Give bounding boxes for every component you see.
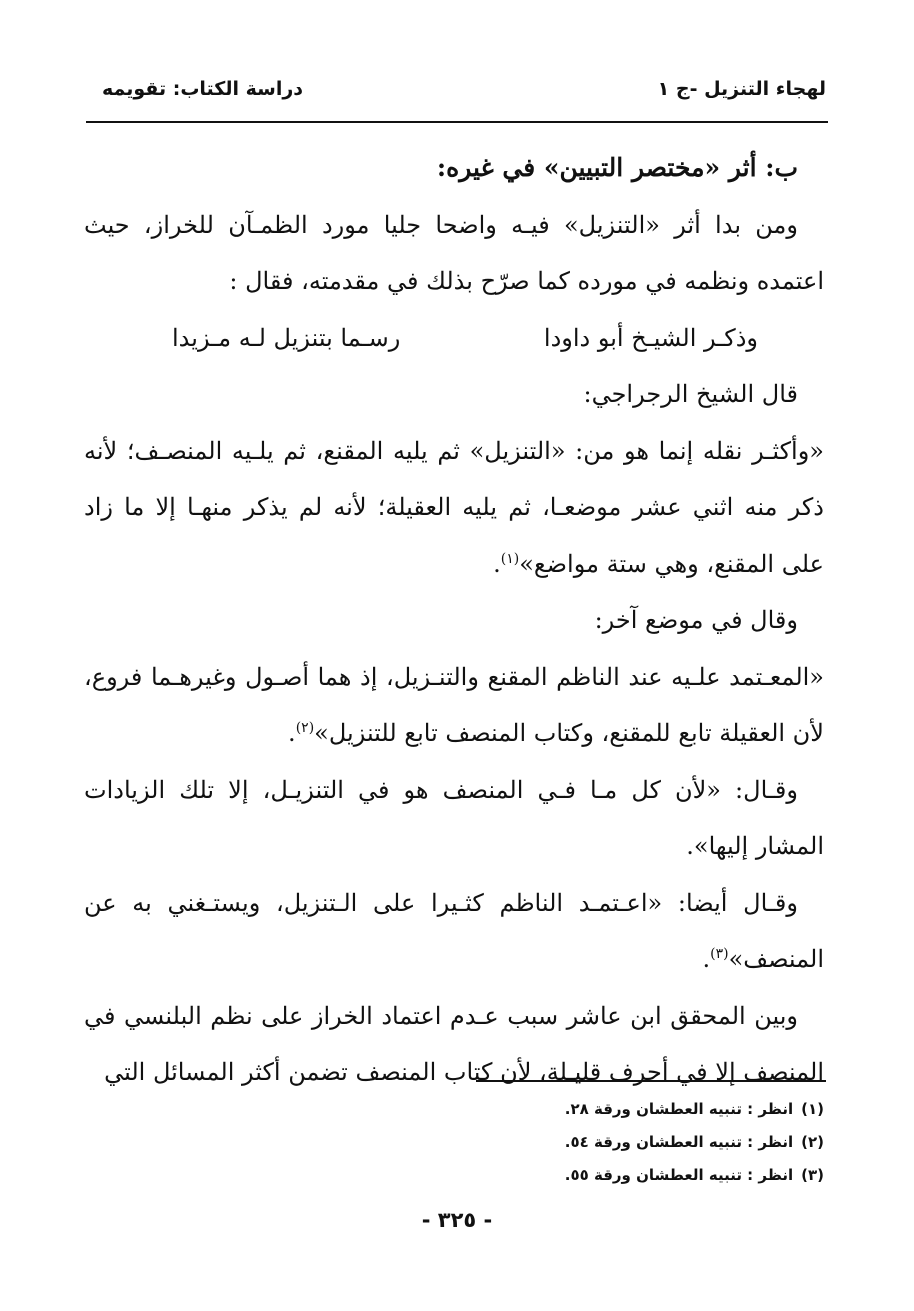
paragraph-2: قال الشيخ الرجراجي:	[583, 380, 798, 408]
quote-2-text: «المعـتمد علـيه عند الناظم المقنع والتنـزيل، إذ هما أصـول وغيرهـما فروع، لأن العقيلة تابع للمقنع، وكتاب المنصف تابع للتنزيل»	[84, 662, 824, 747]
footnote-ref-2: (٢)	[295, 720, 315, 736]
paragraph-6: وقـال: «لأن كل مـا فـي المنصف هو في التنزيـل، إلا تلك الزيادات المشار إليها».	[84, 775, 824, 860]
footnote-number: (٣)	[801, 1166, 824, 1184]
paragraph-7-text: وقـال أيضا: «اعـتمـد الناظم كثـيرا على الـتنزيل، ويستـغني به عن المنصف»	[84, 888, 824, 973]
footnote-3	[324, 1159, 824, 1192]
footnotes	[324, 1093, 824, 1192]
footnote-text: انظر : تنبيه العطشان ورقة ٥٤.	[564, 1133, 794, 1151]
section-heading: ب: أثر «مختصر التبيين» في غيره:	[436, 153, 798, 182]
footnote-1	[324, 1093, 824, 1126]
verse-second-hemistich: رسـما بتنزيل لـه مـزيدا	[172, 323, 401, 352]
verse-line	[84, 310, 824, 367]
header-divider	[86, 121, 828, 123]
paragraph-1: ومن بدا أثر «التنزيل» فيـه واضحا جليا مورد الظمـآن للخراز، حيث اعتمده ونظمه في مورده كما صرّح بذلك في مقدمته، فقال :	[84, 210, 824, 295]
footnote-ref-3: (٣)	[710, 946, 729, 962]
page-number: - ٣٢٥ -	[421, 1208, 493, 1232]
quote-1: «وأكثـر نقله إنما هو من: «التنزيل» ثم يليه المقنع، ثم يلـيه المنصـف؛ لأنه ذكر منه اثني عشر موضعـا، ثم يليه العقيلة؛ لأنه لم يذكر منهـا إلا ما زاد على المقنع، وهي ستة مواضع»$^{(١)}$.	[84, 436, 824, 578]
quote-1-text: «وأكثـر نقله إنما هو من: «التنزيل» ثم يليه المقنع، ثم يلـيه المنصـف؛ لأنه ذكر منه اثني عشر موضعـا، ثم يليه العقيلة؛ لأنه لم يذكر منهـا إلا ما زاد على المقنع، وهي ستة مواضع»	[84, 436, 824, 578]
verse-first-hemistich: وذكـر الشيـخ أبو داودا	[543, 323, 758, 352]
footnote-ref-1: (١)	[500, 550, 520, 567]
footnote-2	[324, 1126, 824, 1159]
footnote-number: (٢)	[801, 1133, 824, 1151]
footnote-text: انظر : تنبيه العطشان ورقة ٥٥.	[564, 1166, 794, 1184]
paragraph-7: وقـال أيضا: «اعـتمـد الناظم كثـيرا على الـتنزيل، ويستـغني به عن المنصف»$^{(٣)}$.	[84, 888, 824, 973]
footnote-divider	[476, 1080, 826, 1082]
quote-2: «المعـتمد علـيه عند الناظم المقنع والتنـزيل، إذ هما أصـول وغيرهـما فروع، لأن العقيلة تابع للمقنع، وكتاب المنصف تابع للتنزيل»$^{(٢)}$.	[84, 662, 824, 747]
running-header-section: دراسة الكتاب: تقويمه	[102, 78, 304, 100]
body-text	[84, 140, 824, 1101]
running-header-title: لهجاء التنزيل -ج ١	[657, 78, 826, 100]
paragraph-8: وبين المحقق ابن عاشر سبب عـدم اعتماد الخراز على نظم البلنسي في المنصف إلا في أحرف قليـلة، لأن كتاب المنصف تضمن أكثر المسائل التي	[84, 1001, 824, 1086]
footnote-number: (١)	[801, 1100, 824, 1118]
paragraph-4: وقال في موضع آخر:	[594, 606, 798, 634]
footnote-text: انظر : تنبيه العطشان ورقة ٢٨.	[564, 1100, 794, 1118]
